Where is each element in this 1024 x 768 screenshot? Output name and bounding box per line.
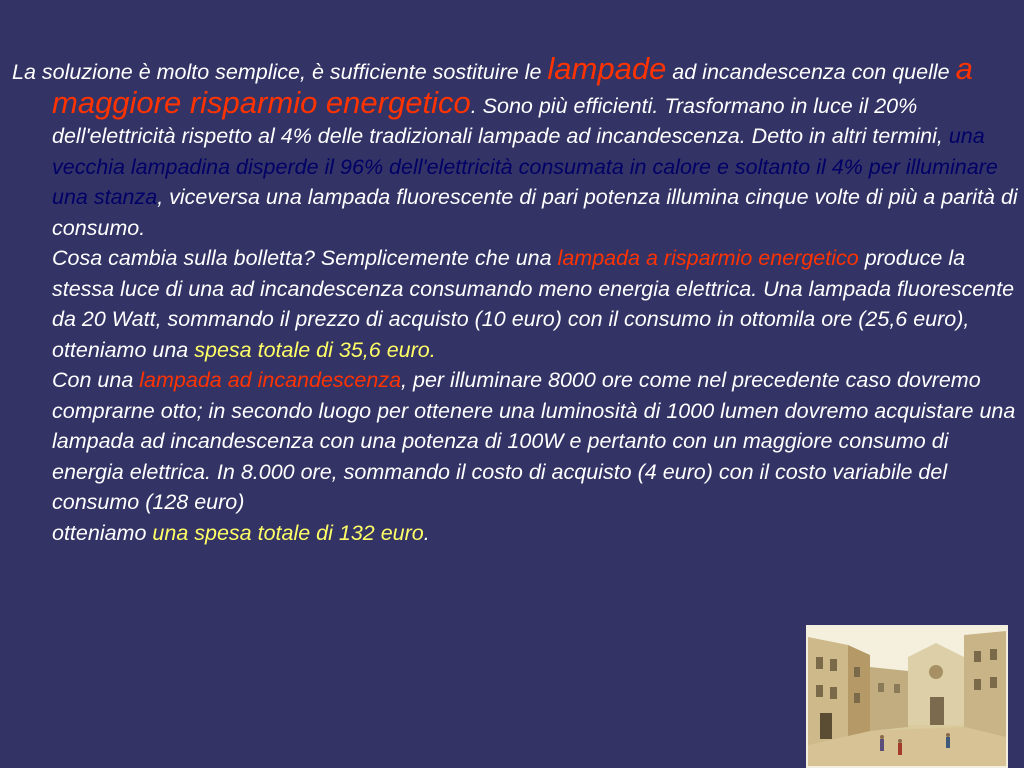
text-run: . [423,520,430,545]
highlight-lampade: lampade [547,51,667,86]
text-run: produce la stessa luce di una ad incandescenza consumando meno energia elettrica. Una lampada fluorescente da 20 Watt, sommando il prezzo di acquisto (10 euro) con il consumo in ottomila ore (25,6 euro), otteniamo una [52,246,1015,362]
text-run: Cosa cambia sulla bolletta? Semplicemente che una [52,246,558,270]
paragraph-incandescenza [12,365,1020,518]
highlight-spesa-132: una spesa totale di 132 euro [152,520,424,545]
text-run: Con una [52,368,140,392]
highlight-lampada-risparmio: lampada a risparmio energetico [557,246,859,270]
text-run: . Sono più efficienti. Trasformano in luce il 20% dell'elettricità rispetto al 4% delle tradizionali lampade ad incandescenza. Detto in altri termini, [52,93,949,148]
paragraph-totale [12,518,1020,549]
text-run: , viceversa una lampada fluorescente di pari potenza illumina cinque volte di più a parità di consumo. [52,185,1018,240]
highlight-risparmio-energetico: a maggiore risparmio energetico [52,51,973,120]
highlight-spesa-35: spesa totale di 35,6 euro. [194,337,436,362]
paragraph-solution [12,51,1020,243]
highlight-lampada-incandescenza: lampada ad incandescenza [139,368,402,392]
text-run: ad incandescenza con quelle [666,60,956,84]
paragraph-bolletta [12,243,1020,365]
painting-svg [808,627,1006,766]
highlight-vecchia-lampadina: una vecchia lampadina disperde il 96% dell'elettricità consumata in calore e soltanto il 4% per illuminare una stanza [52,124,998,209]
street-painting-image [806,625,1008,768]
text-run: otteniamo [52,520,153,545]
slide-body-text [12,51,1020,548]
text-run: , per illuminare 8000 ore come nel precedente caso dovremo comprarne otto; in secondo luogo per ottenere una luminosità di 1000 lumen dovremo acquistare una lampada ad incandescenza con una potenza di 100W e pertanto con un maggiore consumo di energia elettrica. In 8.000 ore, sommando il costo di acquisto (4 euro) con il costo variabile del consumo (128 euro) [52,368,1016,514]
text-run: La soluzione è molto semplice, è sufficiente sostituire le [12,60,548,84]
